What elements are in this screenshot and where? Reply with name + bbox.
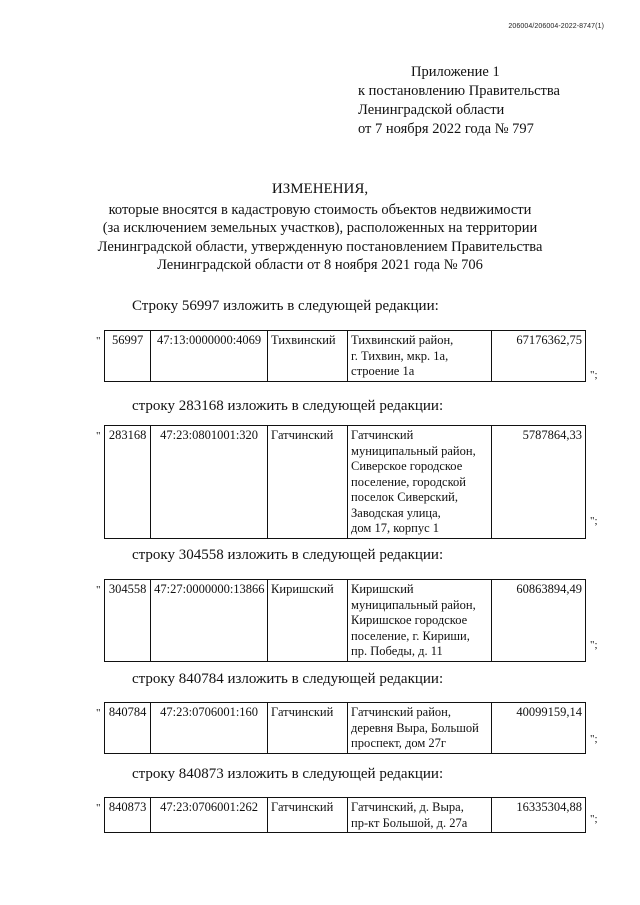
district: Киришский	[268, 580, 348, 662]
cadastral-value: 40099159,14	[491, 703, 585, 754]
opening-quote: "	[96, 584, 101, 596]
document-number: 206004/206004-2022-8747(1)	[508, 23, 604, 30]
address-line: деревня Выра, Большой	[351, 720, 479, 735]
table-row	[105, 798, 586, 833]
address	[348, 331, 492, 382]
address-line: проспект, дом 27г	[351, 736, 447, 750]
opening-quote: "	[96, 335, 101, 347]
document-title	[60, 180, 580, 275]
address-line: пр. Победы, д. 11	[351, 644, 443, 658]
closing-quote: ";	[590, 733, 598, 745]
address-line: строение 1а	[351, 364, 415, 378]
address-line: Киришский	[351, 582, 414, 596]
row-number: 304558	[105, 580, 151, 662]
title-line: (за исключением земельных участков), расположенных на территории	[102, 220, 538, 236]
address-line: поселок Сиверский,	[351, 490, 458, 504]
appendix-line: от 7 ноября 2022 года № 797	[358, 121, 534, 137]
opening-quote: "	[96, 707, 101, 719]
address-line: Киришское городское	[351, 613, 468, 627]
address	[348, 426, 492, 539]
cadastral-number: 47:27:0000000:13866	[151, 580, 268, 662]
opening-quote: "	[96, 430, 101, 442]
entry-table	[104, 330, 586, 382]
row-number: 840873	[105, 798, 151, 833]
closing-quote: ";	[590, 369, 598, 381]
row-number: 840784	[105, 703, 151, 754]
table-row	[105, 426, 586, 539]
title-line: Ленинградской области, утвержденную постановлением Правительства	[97, 238, 543, 255]
district: Гатчинский	[268, 798, 348, 833]
address-line: муниципальный район,	[351, 443, 476, 458]
table-row	[105, 580, 586, 662]
cadastral-value: 5787864,33	[491, 426, 585, 539]
title-line: Ленинградской области от 8 ноября 2021 года № 706	[157, 257, 483, 273]
district: Гатчинский	[268, 703, 348, 754]
cadastral-value: 60863894,49	[491, 580, 585, 662]
entry-table	[104, 702, 586, 754]
entry-table	[104, 579, 586, 662]
opening-quote: "	[96, 802, 101, 814]
entry-intro: строку 304558 изложить в следующей редакции:	[132, 547, 444, 563]
table-row	[105, 703, 586, 754]
address-line: г. Тихвин, мкр. 1а,	[351, 348, 449, 363]
title-line: которые вносятся в кадастровую стоимость объектов недвижимости	[108, 201, 532, 218]
cadastral-number: 47:23:0706001:160	[151, 703, 268, 754]
title-main: ИЗМЕНЕНИЯ,	[271, 181, 369, 197]
cadastral-value: 16335304,88	[491, 798, 585, 833]
address	[348, 798, 492, 833]
closing-quote: ";	[590, 813, 598, 825]
row-number: 283168	[105, 426, 151, 539]
address-line: Гатчинский	[351, 428, 414, 442]
entry-table	[104, 797, 586, 833]
address-line: муниципальный район,	[351, 597, 476, 612]
closing-quote: ";	[590, 639, 598, 651]
address-line: Гатчинский, д. Выра,	[351, 800, 464, 814]
entry-intro: Строку 56997 изложить в следующей редакции:	[132, 298, 439, 314]
address-line: Заводская улица,	[351, 505, 441, 520]
appendix-line: к постановлению Правительства	[358, 83, 560, 99]
table-row	[105, 331, 586, 382]
address-line: пр-кт Большой, д. 27а	[351, 815, 468, 830]
address-line: дом 17, корпус 1	[351, 521, 439, 535]
address	[348, 703, 492, 754]
address-line: поселение, городской	[351, 474, 466, 489]
appendix-line: Ленинградской области	[358, 102, 505, 118]
address	[348, 580, 492, 662]
row-number: 56997	[105, 331, 151, 382]
entry-table	[104, 425, 586, 539]
address-line: Сиверское городское	[351, 459, 463, 473]
appendix-line: Приложение 1	[411, 64, 500, 80]
entry-intro: строку 840784 изложить в следующей редакции:	[132, 671, 444, 687]
cadastral-number: 47:23:0801001:320	[151, 426, 268, 539]
cadastral-number: 47:23:0706001:262	[151, 798, 268, 833]
address-line: поселение, г. Кириши,	[351, 628, 470, 643]
address-line: Гатчинский район,	[351, 705, 451, 719]
district: Тихвинский	[268, 331, 348, 382]
entry-intro: строку 283168 изложить в следующей редакции:	[132, 398, 444, 414]
appendix-header	[358, 63, 608, 139]
cadastral-number: 47:13:0000000:4069	[151, 331, 268, 382]
address-line: Тихвинский район,	[351, 333, 454, 347]
entry-intro: строку 840873 изложить в следующей редакции:	[132, 766, 444, 782]
closing-quote: ";	[590, 515, 598, 527]
district: Гатчинский	[268, 426, 348, 539]
cadastral-value: 67176362,75	[491, 331, 585, 382]
